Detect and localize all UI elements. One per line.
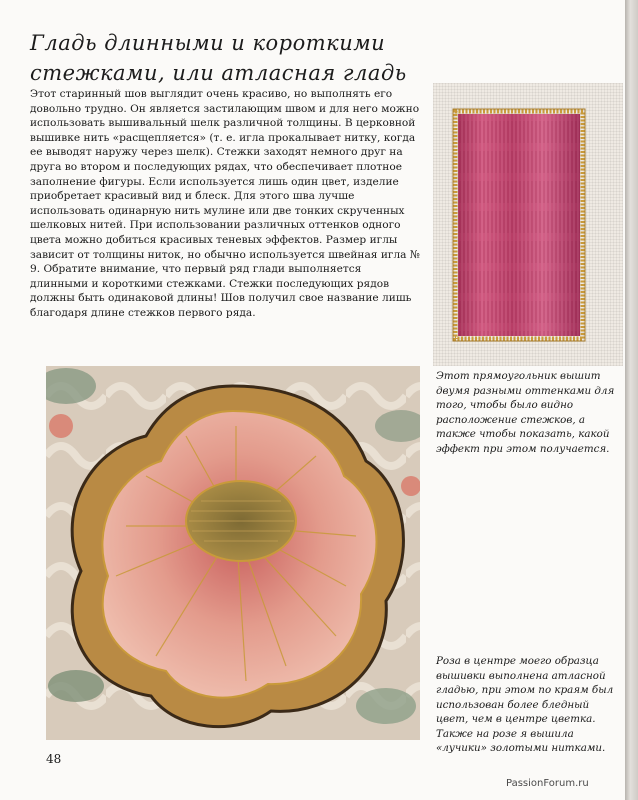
body-paragraph: Этот старинный шов выглядит очень красиво, но выполнять его довольно трудно. Он является застилающим швом и для него можно использовать вышивальный шелк различной толщины. В церковной вышивке нить «расщепляется» (т. е. игла прокалывает нитку, когда ее выводят наружу через шелк). Стежки заходят немного друг на друга во втором и последующих рядах, что обеспечивает плотное заполнение фигуры. Если используется лишь один цвет, изделие приобретает красивый вид и блеск. Для этого шва лучше использовать одинарную нить мулине или две тонких скрученных шелковых нитей. При использовании различных оттенков одного цвета можно добиться красивых теневых эффектов. Размер иглы зависит от толщины ниток, но обычно используется швейная игла № 9. Обратите внимание, что первый ряд глади выполняется длинными и короткими стежками. Стежки последующих рядов должны быть одинаковой длины! Шов получил свое название лишь благодаря длине стежков первого ряда. [30,88,420,319]
watermark: PassionForum.ru [506,778,589,789]
page-edge-shadow [625,0,638,800]
title-line-1: Гладь длинными и короткими [30,31,386,55]
section-title [30,28,430,88]
satin-rectangle-photo [433,83,623,366]
caption-rose: Роза в центре моего образца вышивки выполнена атласной гладью, при этом по краям был использован более бледный цвет, чем в центре цветка. Также на розе я вышила «лучики» золотыми нитками. [436,655,614,754]
satin-rectangle-illustration [433,83,623,366]
title-line-2: стежками, или атласная гладь [30,61,407,85]
rose-embroidery-illustration [46,366,420,740]
caption-rectangle: Этот прямоугольник вышит двумя разными оттенками для того, чтобы было видно расположение стежков, а также чтобы показать, какой эффект при этом получается. [436,370,615,455]
rose-embroidery-photo [46,366,420,740]
page-number: 48 [46,752,62,766]
